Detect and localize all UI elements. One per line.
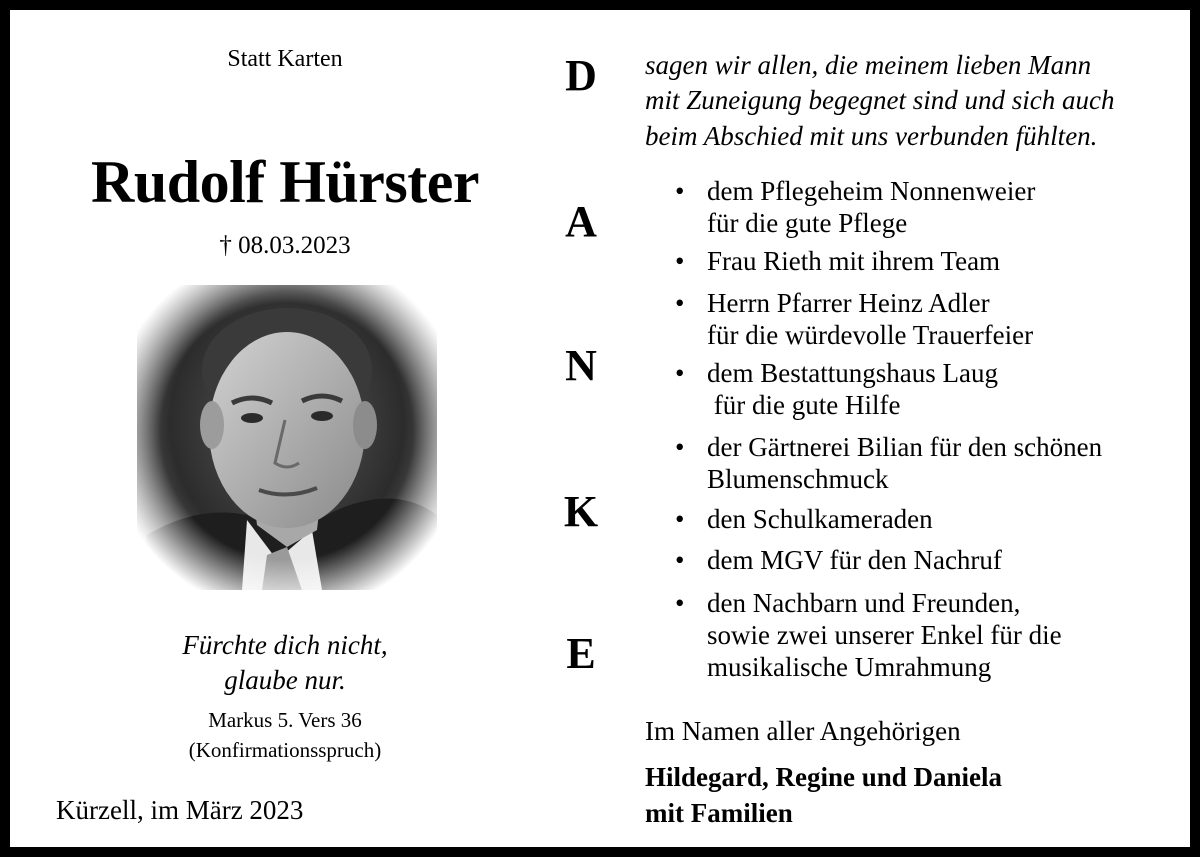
bullet-icon: • (675, 246, 685, 276)
bullet-icon: • (675, 545, 685, 575)
thanks-item-line: für die würdevolle Trauerfeier (707, 320, 1034, 350)
thanks-item-line: dem Bestattungshaus Laug (707, 358, 998, 388)
bullet-icon: • (675, 432, 685, 462)
danke-letter-k: K (563, 487, 599, 536)
verse-line-2: glaube nur. (224, 665, 346, 695)
family-suffix: mit Familien (645, 798, 793, 828)
thanks-item-line: dem MGV für den Nachruf (707, 545, 1002, 575)
danke-letter-a: A (565, 197, 597, 246)
thanks-item-line: dem Pflegeheim Nonnenweier (707, 176, 1036, 206)
danke-letter-d: D (565, 51, 597, 100)
bullet-icon: • (675, 288, 685, 318)
header-statt-karten: Statt Karten (227, 46, 343, 72)
thanks-item-line: Frau Rieth mit ihrem Team (707, 246, 1001, 276)
bullet-icon: • (675, 176, 685, 206)
bullet-icon: • (675, 504, 685, 534)
bullet-icon: • (675, 358, 685, 388)
verse-line-1: Fürchte dich nicht, (182, 630, 388, 660)
portrait-illustration (137, 285, 437, 590)
thanks-item-line: den Schulkameraden (707, 504, 933, 534)
verse-reference: Markus 5. Vers 36 (208, 708, 362, 732)
place-date: Kürzell, im März 2023 (56, 795, 304, 825)
death-date: † 08.03.2023 (219, 232, 351, 259)
thanks-item-line: für die gute Pflege (707, 208, 908, 238)
bullet-icon: • (675, 588, 685, 618)
portrait-photo (137, 285, 437, 590)
thanks-item-line: Blumenschmuck (707, 464, 889, 494)
intro-line-3: beim Abschied mit uns verbunden fühlten. (645, 121, 1098, 151)
danke-letter-e: E (566, 629, 596, 678)
thanks-item-line: den Nachbarn und Freunden, (707, 588, 1021, 618)
thanks-item-line: der Gärtnerei Bilian für den schönen (707, 432, 1103, 462)
thanks-item-line: für die gute Hilfe (707, 390, 901, 420)
family-names: Hildegard, Regine und Daniela (645, 762, 1003, 792)
intro-line-1: sagen wir allen, die meinem lieben Mann (645, 50, 1092, 80)
thanks-item-line: sowie zwei unserer Enkel für die (707, 620, 1062, 650)
closing-line: Im Namen aller Angehörigen (645, 716, 961, 746)
danke-letter-n: N (565, 341, 597, 390)
verse-note: (Konfirmationsspruch) (188, 738, 382, 762)
intro-line-2: mit Zuneigung begegnet sind und sich auch (645, 85, 1115, 115)
thanks-item-line: Herrn Pfarrer Heinz Adler (707, 288, 990, 318)
deceased-name: Rudolf Hürster (91, 149, 479, 215)
thanks-item-line: musikalische Umrahmung (707, 652, 992, 682)
